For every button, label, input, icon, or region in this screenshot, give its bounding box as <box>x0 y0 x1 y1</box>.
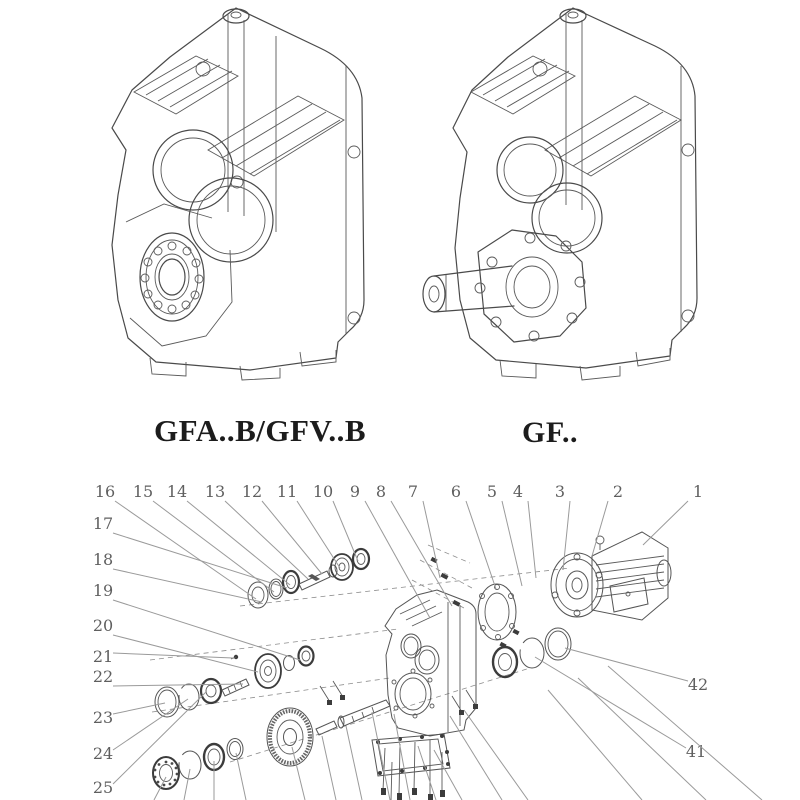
callout-number: 6 <box>450 482 462 501</box>
gfa-gearbox-drawing <box>112 8 364 380</box>
leader-line <box>113 684 243 686</box>
callout-number: 17 <box>92 514 114 533</box>
callout-number: 8 <box>375 482 387 501</box>
figure-label-gfa: GFA..B/GFV..B <box>153 413 367 448</box>
callout-number: 23 <box>92 708 114 727</box>
set-screw <box>231 655 238 659</box>
callout-number: 10 <box>312 482 334 501</box>
callout-number: 42 <box>687 675 709 694</box>
callout-number: 12 <box>241 482 263 501</box>
output-bearing-and-rings <box>493 628 571 677</box>
leader-line <box>262 501 322 574</box>
callout-number: 20 <box>92 616 114 635</box>
callout-number: 22 <box>92 667 114 686</box>
leader-line <box>563 501 570 570</box>
callout-number: 16 <box>94 482 116 501</box>
callout-number: 7 <box>407 482 419 501</box>
bolt-studs <box>430 557 519 648</box>
figure-label-gf: GF.. <box>522 416 578 449</box>
exploded-view <box>150 532 671 800</box>
callout-number: 21 <box>92 647 114 666</box>
leader-line-cutoff <box>184 769 190 800</box>
callout-number: 9 <box>349 482 361 501</box>
leader-line-cutoff <box>394 714 410 800</box>
callout-number: 4 <box>512 482 524 501</box>
leader-line <box>113 600 300 660</box>
callout-number: 3 <box>554 482 566 501</box>
callout-number: 24 <box>92 744 114 763</box>
callout-number: 11 <box>276 482 298 501</box>
leader-line <box>565 648 688 681</box>
leader-line-cutoff <box>548 690 642 800</box>
leader-line <box>113 703 165 714</box>
leader-line <box>115 501 256 599</box>
electric-motor <box>551 532 671 620</box>
callout-number: 15 <box>132 482 154 501</box>
leader-line <box>365 501 430 618</box>
leader-line-cutoff <box>322 736 336 800</box>
leader-line-cutoff <box>236 753 246 800</box>
leader-line <box>113 699 188 750</box>
leader-line <box>225 501 308 579</box>
callout-number: 2 <box>612 482 624 501</box>
leader-line <box>113 653 233 658</box>
leader-line <box>528 501 536 578</box>
callout-number: 18 <box>92 550 114 569</box>
leader-line <box>643 501 688 545</box>
leader-line <box>466 501 496 589</box>
cover-plate <box>478 584 516 640</box>
leader-line <box>297 501 340 568</box>
callout-number: 14 <box>166 482 188 501</box>
gf-gearbox-drawing <box>423 8 697 380</box>
leader-line-cutoff <box>578 678 706 800</box>
leader-line-cutoff <box>450 716 502 800</box>
callout-number: 5 <box>486 482 498 501</box>
leader-line-cutoff <box>292 747 305 800</box>
leader-line <box>113 533 287 588</box>
callout-number: 41 <box>685 742 707 761</box>
callout-number: 1 <box>692 482 704 501</box>
callout-number: 19 <box>92 581 114 600</box>
callout-number: 25 <box>92 778 114 797</box>
leader-line <box>333 501 358 561</box>
leader-line <box>502 501 522 586</box>
callout-layer <box>93 482 762 800</box>
leader-line <box>535 657 686 748</box>
leader-line <box>391 501 452 606</box>
leader-line <box>113 569 262 602</box>
hollow-shaft-bearing <box>126 204 232 346</box>
leader-line-cutoff <box>346 726 362 800</box>
leader-line-cutoff <box>418 746 436 800</box>
output-shaft <box>423 230 586 342</box>
callout-number: 13 <box>204 482 226 501</box>
